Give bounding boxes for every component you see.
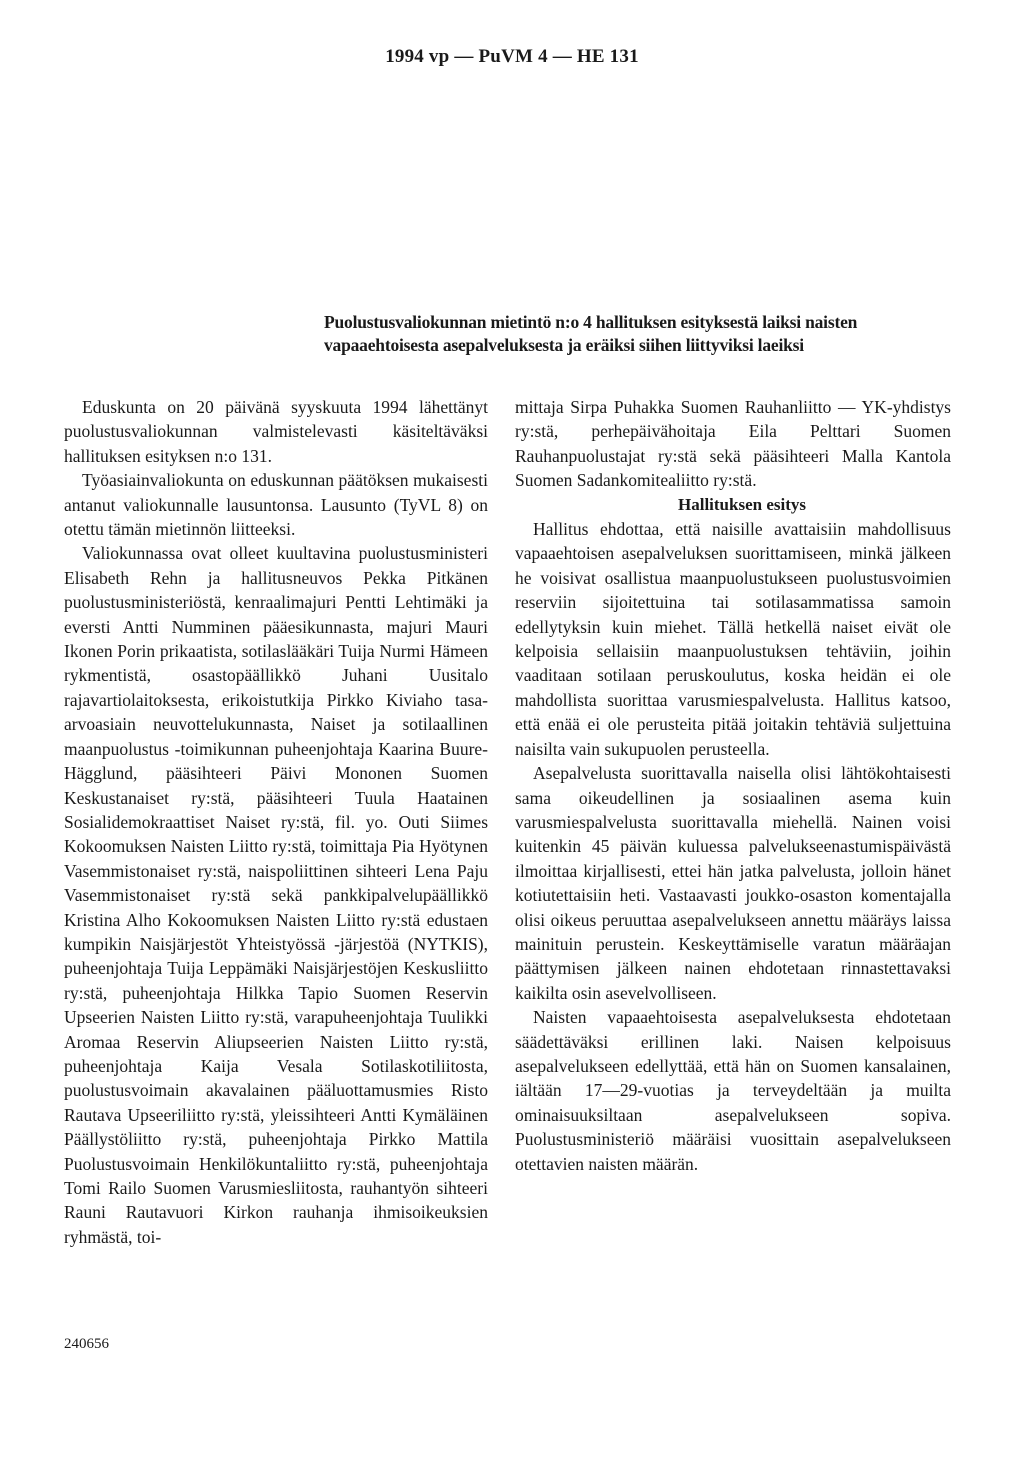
- body-paragraph: Työasiainvaliokunta on eduskunnan päätöksen mukaisesti antanut valiokunnalle lausuntonsa. Lausunto (TyVL 8) on otettu tämän mietinnön liitteeksi.: [64, 470, 488, 540]
- body-paragraph: Hallitus ehdottaa, että naisille avattaisiin mahdollisuus vapaaehtoisen asepalveluksen suorittamiseen, minkä jälkeen he voisivat osallistua maanpuolustukseen puolustusvoimien reserviin sijoitettuina tai sotilasammatissa samoin edellytyksin kuin miehet. Tällä hetkellä naiset eivät ole kelpoisia sellaisiin maanpuolustuksen tehtäviin, joihin vaaditaan sotilaan peruskoulutus, koska heidän ei ole mahdollista suorittaa varusmiespalvelusta. Hallitus katsoo, että enää ei ole perusteita pitää joitakin tehtäviä suljettuina naisilta vain sukupuolen perusteella.: [515, 519, 951, 759]
- document-code: 240656: [64, 1336, 109, 1352]
- running-header: 1994 vp — PuVM 4 — HE 131: [385, 46, 639, 67]
- body-paragraph: Asepalvelusta suorittavalla naisella olisi lähtökohtaisesti sama oikeudellinen ja sosiaalinen asema kuin varusmiespalvelusta suorittavalla miehellä. Nainen voisi kuitenkin 45 päivän kuluessa palvelukseenastumispäivästä ilmoittaa kirjallisesti, ettei hän jatka palvelusta, jolloin hänet kotiutettaisiin heti. Vastaavasti joukko-osaston komentajalla olisi oikeus peruuttaa asepalvelukseen annettu määräys laissa mainituin perustein. Keskeyttämiselle varatun määräajan päättymisen jälkeen nainen ehdotetaan rinnastettavaksi kaikilta osin asevelvolliseen.: [515, 763, 951, 1003]
- body-paragraph: Valiokunnassa ovat olleet kuultavina puolustusministeri Elisabeth Rehn ja hallitusneuvos Pekka Pitkänen puolustusministeriöstä, kenraalimajuri Pentti Lehtimäki ja eversti Antti Numminen pääesikunnasta, majuri Mauri Ikonen Porin prikaatista, sotilaslääkäri Tuija Nurmi Hämeen rykmentistä, osastopäällikkö Juhani Uusitalo rajavartiolaitoksesta, erikoistutkija Pirkko Kiviaho tasa-arvoasiain neuvottelukunnasta, Naiset ja sotilaallinen maanpuolustus -toimikunnan puheenjohtaja Kaarina Buure-Hägglund, pääsihteeri Päivi Mononen Suomen Keskustanaiset ry:stä, pääsihteeri Tuula Haatainen Sosialidemokraattiset Naiset ry:stä, fil. yo. Outi Siimes Kokoomuksen Naisten Liitto ry:stä, toimittaja Pia Hyötynen Vasemmistonaiset ry:stä, naispoliittinen sihteeri Lena Paju Vasemmistonaiset ry:stä sekä pankkipalvelupäällikkö Kristina Alho Kokoomuksen Naisten Liitto ry:stä edustaen kumpikin Naisjärjestöt Yhteistyössä -järjestöä (NYTKIS), puheenjohtaja Tuija Leppämäki Naisjärjestöjen Keskusliitto ry:stä, puheenjohtaja Hilkka Tapio Suomen Reservin Upseerien Naisten Liitto ry:stä, varapuheenjohtaja Tuulikki Aromaa Reservin Aliupseerien Naisten Liitto ry:stä, puheenjohtaja Kaija Vesala Sotilaskotiliitosta, puolustusvoimain akavalainen pääluottamusmies Risto Rautava Upseeriliitto ry:stä, yleissihteeri Antti Kymäläinen Päällystöliitto ry:stä, puheenjohtaja Pirkko Mattila Puolustusvoimain Henkilökuntaliitto ry:stä, puheenjohtaja Tomi Railo Suomen Varusmiesliitosta, rauhantyön sihteeri Rauni Rautavuori Kirkon rauhanja ihmisoikeuksien ryhmästä, toi-: [64, 543, 488, 1247]
- document-title: Puolustusvaliokunnan mietintö n:o 4 hallituksen esityksestä laiksi naisten vapaaehtoisesta asepalveluksesta ja eräiksi siihen liittyviksi laeiksi: [324, 312, 858, 355]
- right-column: [515, 395, 951, 1176]
- body-paragraph: Naisten vapaaehtoisesta asepalveluksesta ehdotetaan säädettäväksi erillinen laki. Naisen kelpoisuus asepalvelukseen edellyttää, että hän on Suomen kansalainen, iältään 17—29-vuotias ja terveydeltään ja muilta ominaisuuksiltaan asepalvelukseen sopiva. Puolustusministeriö määräisi vuosittain asepalvelukseen otettavien naisten määrän.: [515, 1007, 951, 1174]
- body-paragraph: Eduskunta on 20 päivänä syyskuuta 1994 lähettänyt puolustusvaliokunnan valmistelevasti käsiteltäväksi hallituksen esityksen n:o 131.: [64, 397, 488, 466]
- continued-paragraph: mittaja Sirpa Puhakka Suomen Rauhanliitto — YK-yhdistys ry:stä, perhepäivähoitaja Eila Pelttari Suomen Rauhanpuolustajat ry:stä sekä pääsihteeri Malla Kantola Suomen Sadankomitealiitto ry:stä.: [515, 397, 951, 491]
- left-column: [64, 395, 488, 1249]
- section-heading: Hallituksen esitys: [678, 494, 806, 514]
